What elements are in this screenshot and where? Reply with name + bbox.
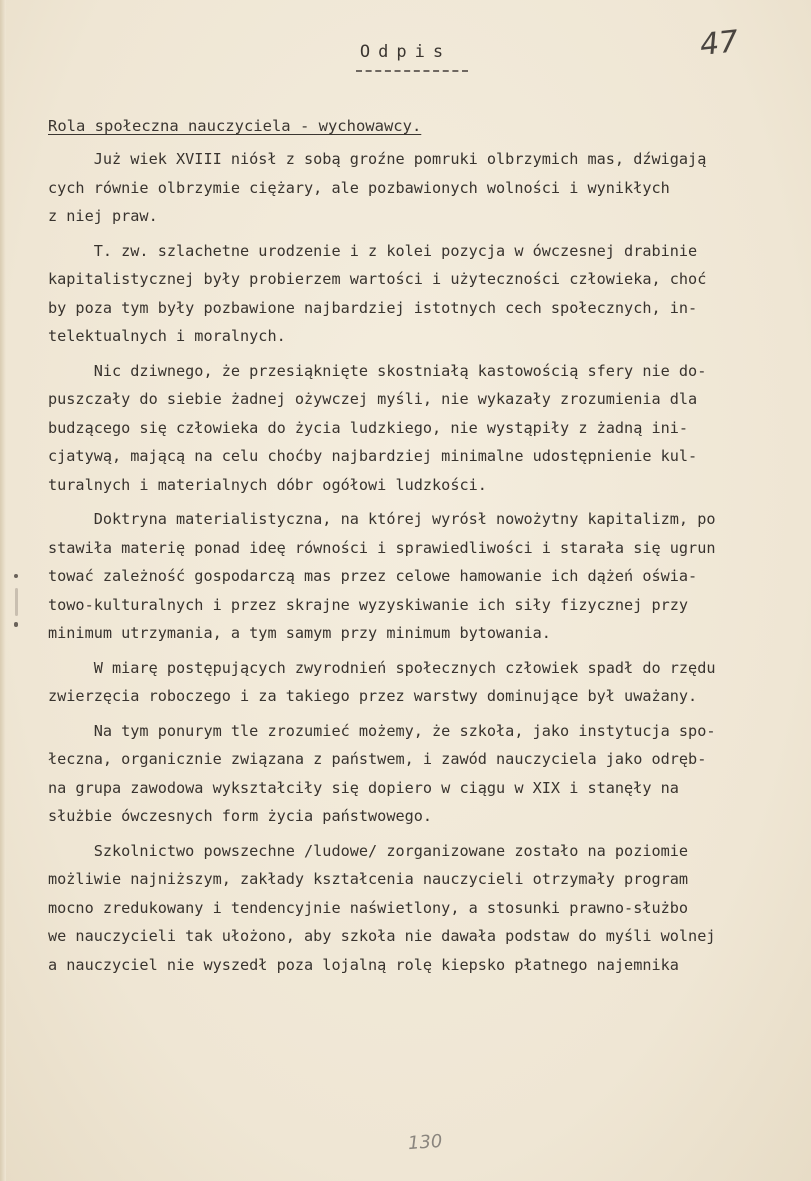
document-title: Odpis — [359, 42, 452, 62]
text-line: we nauczycieli tak ułożono, aby szkoła nie dawała podstaw do myśli wolnej — [48, 927, 716, 945]
text-line: turalnych i materialnych dóbr ogółowi ludzkości. — [48, 475, 487, 494]
page-note: 130 — [407, 1130, 444, 1155]
binding-mark — [15, 588, 18, 616]
text-line: Szkolnictwo powszechne /ludowe/ zorganizowane zostało na poziomie — [48, 841, 689, 860]
section-heading: Rola społeczna nauczyciela - wychowawcy. — [48, 117, 422, 135]
text-line: minimum utrzymania, a tym samym przy minimum bytowania. — [48, 624, 551, 642]
paper-edge — [0, 0, 6, 1181]
text-line: łeczna, organicznie związana z państwem, i zawód nauczyciela jako odręb- — [48, 750, 707, 768]
text-line: możliwie najniższym, zakłady kształcenia nauczycieli otrzymały program — [48, 870, 689, 888]
punch-hole-top — [14, 574, 18, 578]
text-line: stawiła materię ponad ideę równości i sprawiedliwości i starała się ugrun — [48, 538, 716, 557]
text-line: cych równie olbrzymie ciężary, ale pozbawionych wolności i wynikłych — [48, 178, 670, 197]
punch-hole-bottom — [14, 622, 18, 627]
text-line: puszczały do siebie żadnej ożywczej myśli, nie wykazały zrozumienia dla — [48, 390, 698, 408]
text-line: towo-kulturalnych i przez skrajne wyzyskiwanie ich siły fizycznej przy — [48, 595, 689, 614]
title-underline — [356, 70, 468, 72]
text-line: Doktryna materialistyczna, na której wyrósł nowożytny kapitalizm, po — [48, 510, 716, 528]
text-line: Na tym ponurym tle zrozumieć możemy, że szkoła, jako instytucja spo- — [48, 721, 716, 740]
text-line: z niej praw. — [48, 207, 158, 225]
body-text — [48, 145, 808, 979]
text-line: kapitalistycznej były probierzem wartości i użyteczności człowieka, choć — [48, 270, 707, 288]
text-line: mocno zredukowany i tendencyjnie naświetlony, a stosunki prawno-służbo — [48, 898, 689, 917]
text-line: zwierzęcia roboczego i za takiego przez warstwy dominujące był uważany. — [48, 687, 698, 705]
text-line: Nic dziwnego, że przesiąknięte skostniałą kastowością sfery nie do- — [48, 361, 707, 380]
folio-number: 47 — [698, 24, 740, 63]
text-line: Już wiek XVIII niósł z sobą groźne pomruki olbrzymich mas, dźwigają — [48, 150, 707, 168]
text-line: W miarę postępujących zwyrodnień społecznych człowiek spadł do rzędu — [48, 658, 716, 677]
text-line: a nauczyciel nie wyszedł poza lojalną rolę kiepsko płatnego najemnika — [48, 955, 679, 974]
text-line: na grupa zawodowa wykształciły się dopiero w ciągu w XIX i stanęły na — [48, 778, 679, 797]
text-line: służbie ówczesnych form życia państwowego. — [48, 807, 433, 825]
text-line: by poza tym były pozbawione najbardziej istotnych cech społecznych, in- — [48, 298, 698, 317]
text-line: telektualnych i moralnych. — [48, 327, 286, 345]
text-line: budzącego się człowieka do życia ludzkiego, nie wystąpiły z żadną ini- — [48, 418, 689, 437]
text-line: T. zw. szlachetne urodzenie i z kolei pozycja w ówczesnej drabinie — [48, 241, 698, 260]
text-line: cjatywą, mającą na celu choćby najbardziej minimalne udostępnienie kul- — [48, 447, 698, 465]
text-line: tować zależność gospodarczą mas przez celowe hamowanie ich dążeń oświa- — [48, 567, 698, 585]
